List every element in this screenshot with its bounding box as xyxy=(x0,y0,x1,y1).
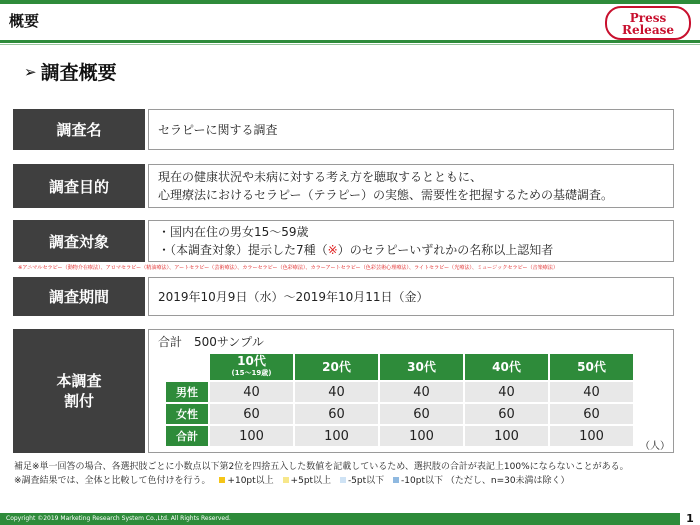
legend-label-plus10: +10pt以上 xyxy=(227,476,274,486)
survey-purpose-line1: 現在の健康状況や未病に対する考え方を聴取するとともに、 xyxy=(158,170,483,184)
row-label-female: 女性 xyxy=(166,403,209,425)
legend-label-minus10: -10pt以下 xyxy=(401,476,443,486)
allocation-table xyxy=(166,354,633,446)
survey-period-text: 2019年10月9日（水）～2019年10月11日（金） xyxy=(158,289,429,304)
note-rounding: 補足※単一回答の場合、各選択肢ごとに小数点以下第2位を四捨五入した数値を記載しているため、選択肢の合計が表記上100%にならないことがある。 xyxy=(14,462,629,472)
survey-name-label: 調査名 xyxy=(13,109,145,150)
legend-swatch-minus5 xyxy=(340,477,346,483)
age-header-10s xyxy=(209,354,294,381)
table-cell: 40 xyxy=(549,381,633,403)
table-cell: 100 xyxy=(294,425,379,446)
badge-line-2: Release xyxy=(622,23,674,37)
table-cell: 40 xyxy=(379,381,464,403)
table-cell: 100 xyxy=(209,425,294,446)
section-title-text: 調査概要 xyxy=(40,62,117,84)
sample-label-line1: 本調査 xyxy=(56,372,102,390)
survey-name-content xyxy=(148,109,674,150)
page-number: 1 xyxy=(680,512,700,525)
survey-target-line2 xyxy=(158,241,673,259)
table-cell: 100 xyxy=(379,425,464,446)
arrow-icon: ➢ xyxy=(24,63,37,81)
table-cell: 60 xyxy=(209,403,294,425)
survey-purpose-label: 調査目的 xyxy=(13,164,145,208)
legend-label-minus5: -5pt以下 xyxy=(347,476,385,486)
survey-target-line1: ・国内在住の男女15～59歳 xyxy=(158,225,309,239)
top-accent-bar xyxy=(0,0,700,4)
target-line2-part-b: ）のセラピーいずれかの名称以上認知者 xyxy=(337,243,554,257)
age-header-20s: 20代 xyxy=(294,354,379,381)
header-divider-thin xyxy=(0,44,700,45)
table-cell: 100 xyxy=(549,425,633,446)
age-header-30s: 30代 xyxy=(379,354,464,381)
legend-swatch-plus10 xyxy=(219,477,225,483)
press-release-badge xyxy=(605,6,691,40)
footer-copyright: Copyright ©2019 Marketing Research System Co.,Ltd. All Rights Reserved. xyxy=(6,515,231,522)
table-row xyxy=(166,403,633,425)
survey-purpose-line2: 心理療法におけるセラピー（テラピー）の実態、需要性を把握するための基礎調査。 xyxy=(158,188,614,202)
row-label-male: 男性 xyxy=(166,381,209,403)
survey-target-label: 調査対象 xyxy=(13,220,145,262)
table-row xyxy=(166,381,633,403)
header-divider xyxy=(0,40,700,43)
table-cell: 40 xyxy=(209,381,294,403)
sample-label-line2: 割付 xyxy=(63,392,94,410)
badge-line-1: Press xyxy=(629,11,667,25)
row-label-total: 合計 xyxy=(166,425,209,446)
target-asterisk: ※ xyxy=(327,243,338,257)
table-cell: 100 xyxy=(464,425,549,446)
survey-target-content xyxy=(148,220,674,262)
note-coloring-suffix: （ただし、n=30未満は除く） xyxy=(445,476,570,486)
age-header-50s: 50代 xyxy=(549,354,633,381)
legend-swatch-minus10 xyxy=(393,477,399,483)
legend-swatch-plus5 xyxy=(283,477,289,483)
table-cell: 60 xyxy=(549,403,633,425)
sample-total: 合計 500サンプル xyxy=(158,335,264,349)
legend-label-plus5: +5pt以上 xyxy=(290,476,332,486)
table-cell: 60 xyxy=(294,403,379,425)
sample-allocation-label xyxy=(13,329,145,453)
age-header-label: 10代 xyxy=(237,354,266,368)
table-cell: 60 xyxy=(379,403,464,425)
survey-period-content xyxy=(148,277,674,316)
unit-label: （人） xyxy=(640,441,670,452)
note-coloring-prefix: ※調査結果では、全体と比較して色付けを行う。 xyxy=(14,476,211,486)
age-header-sub: (15～19歳) xyxy=(231,369,272,377)
table-cell: 40 xyxy=(294,381,379,403)
target-line2-part-a: ・（本調査対象）提示した7種（ xyxy=(158,243,328,257)
therapy-types-footnote: ※アニマルセラピー（動物介在療法）、アロマセラピー（精油療法）、アートセラピー（芸術療法）、カラーセラピー（色彩療法）、カラーアートセラピー（色彩芸術心理療法）、ライトセラピー（光療法）、ミュージックセラピー（音楽療法） xyxy=(18,265,558,271)
table-header-row xyxy=(166,354,633,381)
table-row xyxy=(166,425,633,446)
age-header-40s: 40代 xyxy=(464,354,549,381)
table-cell: 60 xyxy=(464,403,549,425)
note-coloring xyxy=(14,473,570,486)
table-cell: 40 xyxy=(464,381,549,403)
survey-purpose-content xyxy=(148,164,674,208)
survey-period-label: 調査期間 xyxy=(13,277,145,316)
section-title xyxy=(24,58,117,85)
survey-name-text: セラピーに関する調査 xyxy=(158,122,278,137)
table-corner xyxy=(166,354,209,381)
header-title: 概要 xyxy=(9,12,40,30)
